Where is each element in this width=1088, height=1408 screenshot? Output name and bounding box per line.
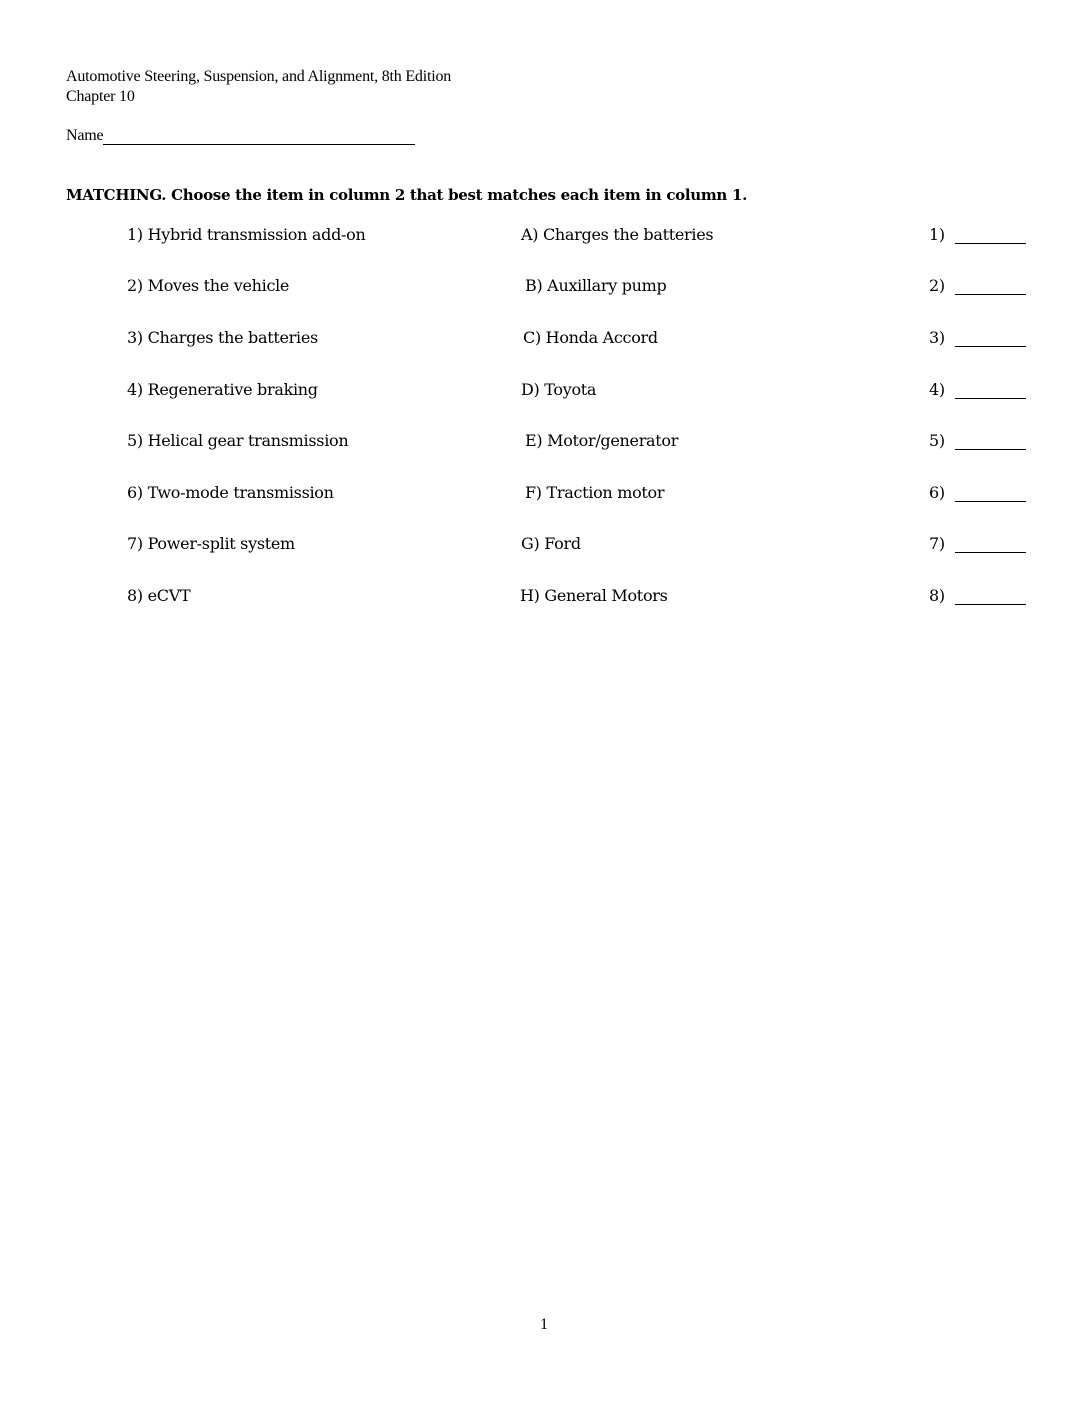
answer-blank[interactable] [955,398,1026,399]
answer-blank[interactable] [955,552,1026,553]
answer-number: 8) [929,586,945,605]
name-label: Name [66,127,104,144]
name-input-line[interactable] [103,126,415,145]
matching-row [0,224,1088,248]
matching-row [0,379,1088,403]
name-field-row [66,126,415,145]
column2-option: D) Toyota [521,380,597,399]
matching-row [0,482,1088,506]
answer-number: 7) [929,534,945,553]
answer-blank[interactable] [955,346,1026,347]
column1-term: 6) Two-mode transmission [127,483,334,502]
matching-instructions: MATCHING. Choose the item in column 2 that best matches each item in column 1. [66,186,748,204]
column2-option: B) Auxillary pump [525,276,667,295]
answer-blank[interactable] [955,294,1026,295]
column1-term: 1) Hybrid transmission add-on [127,225,366,244]
column1-term: 3) Charges the batteries [127,328,318,347]
matching-row [0,533,1088,557]
matching-row [0,327,1088,351]
book-title: Automotive Steering, Suspension, and Alignment, 8th Edition [66,68,452,85]
answer-number: 6) [929,483,945,502]
matching-row [0,430,1088,454]
column2-option: F) Traction motor [525,483,665,502]
column2-option: A) Charges the batteries [521,225,714,244]
column1-term: 5) Helical gear transmission [127,431,349,450]
column1-term: 4) Regenerative braking [127,380,318,399]
column2-option: C) Honda Accord [523,328,658,347]
column2-option: E) Motor/generator [525,431,679,450]
answer-number: 5) [929,431,945,450]
answer-blank[interactable] [955,449,1026,450]
answer-number: 2) [929,276,945,295]
column2-option: H) General Motors [520,586,668,605]
column1-term: 2) Moves the vehicle [127,276,290,295]
answer-number: 4) [929,380,945,399]
chapter-label: Chapter 10 [66,88,135,105]
column1-term: 8) eCVT [127,586,191,605]
answer-blank[interactable] [955,243,1026,244]
column1-term: 7) Power-split system [127,534,295,553]
answer-number: 3) [929,328,945,347]
answer-blank[interactable] [955,501,1026,502]
matching-row [0,585,1088,609]
page-number: 1 [540,1316,548,1333]
answer-blank[interactable] [955,604,1026,605]
answer-number: 1) [929,225,945,244]
column2-option: G) Ford [521,534,581,553]
matching-row [0,275,1088,299]
